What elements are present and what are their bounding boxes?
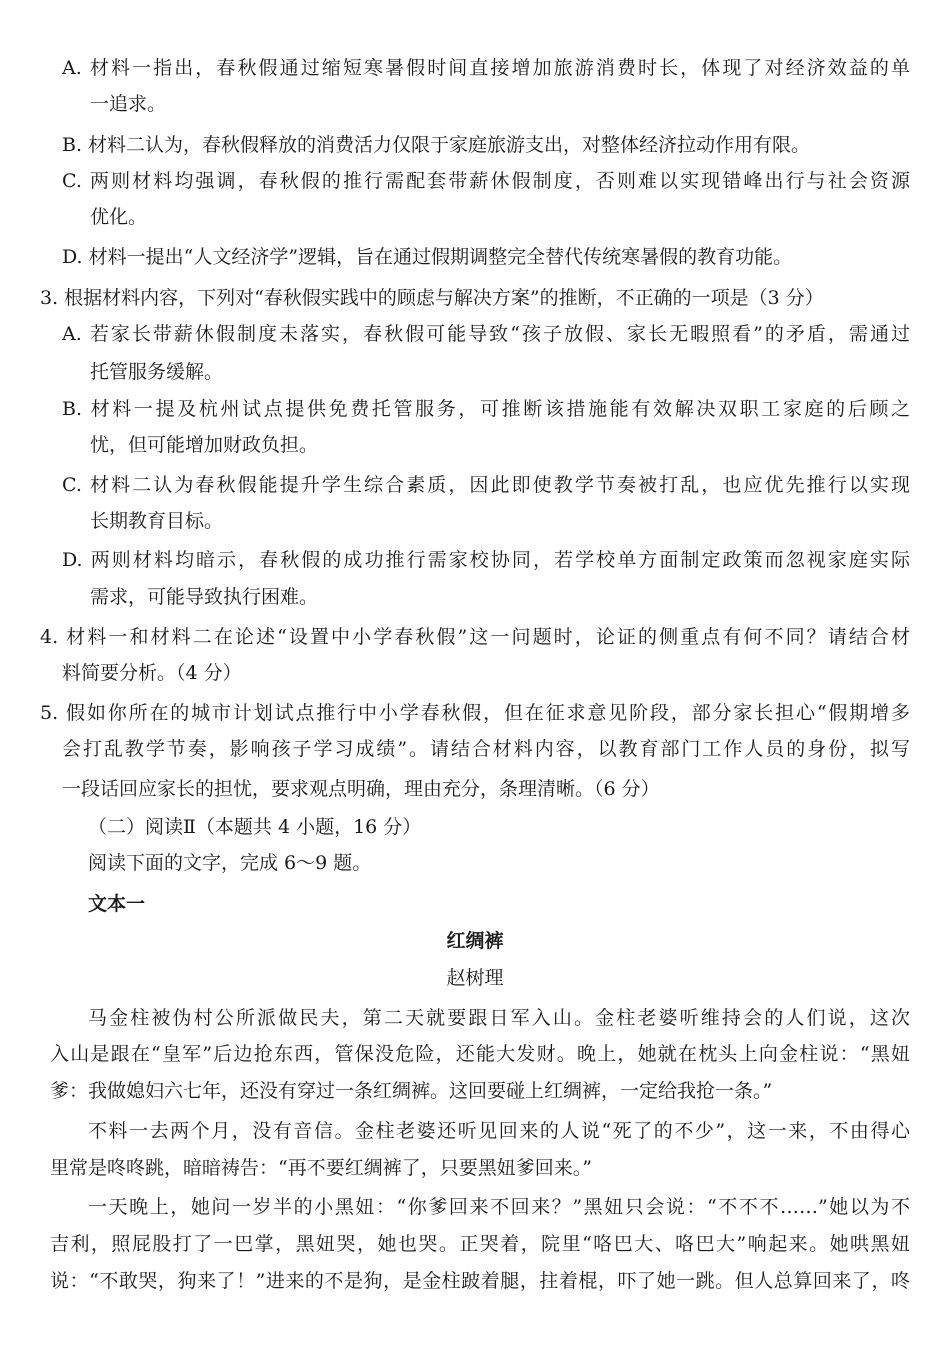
- story-title: 红绸裤: [446, 930, 504, 952]
- paragraph-line: 马金柱被伪村公所派做民夫，第二天就要跟日军入山。金柱老婆听维持会的人们说，这次: [88, 1007, 910, 1029]
- option-line: 优化。: [90, 206, 148, 228]
- option-line: B. 材料一提及杭州试点提供免费托管服务，可推断该措施能有效解决双职工家庭的后顾之: [62, 398, 910, 420]
- q2-option-d: D. 材料一提出“人文经济学”逻辑，旨在通过假期调整完全替代传统寒暑假的教育功能。: [62, 246, 793, 268]
- q3-stem: 3. 根据材料内容，下列对“春秋假实践中的顾虑与解决方案”的推断，不正确的一项是（3 分）: [40, 287, 824, 309]
- option-line: 长期教育目标。: [90, 510, 224, 532]
- q2-option-b: B. 材料二认为，春秋假释放的消费活力仅限于家庭旅游支出，对整体经济拉动作用有限。: [62, 134, 811, 156]
- question-line: 料简要分析。（4 分）: [62, 662, 242, 684]
- paragraph-line: 不料一去两个月，没有音信。金柱老婆还听见回来的人说“死了的不少”，这一来，不由得心: [88, 1120, 910, 1142]
- section-instruction: 阅读下面的文字，完成 6～9 题。: [88, 852, 372, 874]
- option-line: C. 两则材料均强调，春秋假的推行需配套带薪休假制度，否则难以实现错峰出行与社会资源: [62, 170, 910, 192]
- option-line: 需求，可能导致执行困难。: [90, 586, 319, 608]
- option-line: 忧，但可能增加财政负担。: [90, 434, 319, 456]
- paragraph-line: 入山是跟在“皇军”后边抢东西，管保没危险，还能大发财。晚上，她就在枕头上向金柱说：“黑妞: [50, 1043, 910, 1065]
- option-line: 托管服务缓解。: [90, 361, 224, 383]
- section-heading: （二）阅读Ⅱ（本题共 4 小题，16 分）: [88, 816, 422, 838]
- paragraph-line: 爹：我做媳妇六七年，还没有穿过一条红绸裤。这回要碰上红绸裤，一定给我抢一条。”: [50, 1080, 773, 1102]
- option-line: 一追求。: [90, 93, 167, 115]
- option-line: A. 材料一指出，春秋假通过缩短寒暑假时间直接增加旅游消费时长，体现了对经济效益的单: [62, 57, 910, 79]
- option-line: D. 两则材料均暗示，春秋假的成功推行需家校协同，若学校单方面制定政策而忽视家庭实际: [62, 549, 910, 571]
- paragraph-line: 吉利，照屁股打了一巴掌，黑妞哭，她也哭。正哭着，院里“咯巴大、咯巴大”响起来。她哄黑妞: [50, 1233, 910, 1255]
- question-line: 一段话回应家长的担忧，要求观点明确，理由充分，条理清晰。（6 分）: [62, 778, 660, 800]
- question-line: 会打乱教学节奏，影响孩子学习成绩”。请结合材料内容，以教育部门工作人员的身份，拟写: [62, 738, 910, 760]
- story-author: 赵树理: [446, 967, 504, 989]
- option-line: A. 若家长带薪休假制度未落实，春秋假可能导致“孩子放假、家长无暇照看”的矛盾，需通过: [62, 323, 910, 345]
- text-label: 文本一: [88, 893, 146, 915]
- option-line: C. 材料二认为春秋假能提升学生综合素质，因此即使教学节奏被打乱，也应优先推行以实现: [62, 474, 910, 496]
- question-line: 4. 材料一和材料二在论述“设置中小学春秋假”这一问题时，论证的侧重点有何不同？请结合材: [40, 626, 910, 648]
- paragraph-line: 说：“不敢哭，狗来了！”进来的不是狗，是金柱跛着腿，拄着棍，吓了她一跳。但人总算回来了，咚: [50, 1270, 910, 1292]
- question-line: 5. 假如你所在的城市计划试点推行中小学春秋假，但在征求意见阶段，部分家长担心“假期增多: [40, 702, 910, 724]
- paragraph-line: 里常是咚咚跳，暗暗祷告：“再不要红绸裤了，只要黑妞爹回来。”: [50, 1157, 592, 1179]
- paragraph-line: 一天晚上，她问一岁半的小黑妞：“你爹回来不回来？”黑妞只会说：“不不不……”她以为不: [88, 1196, 910, 1218]
